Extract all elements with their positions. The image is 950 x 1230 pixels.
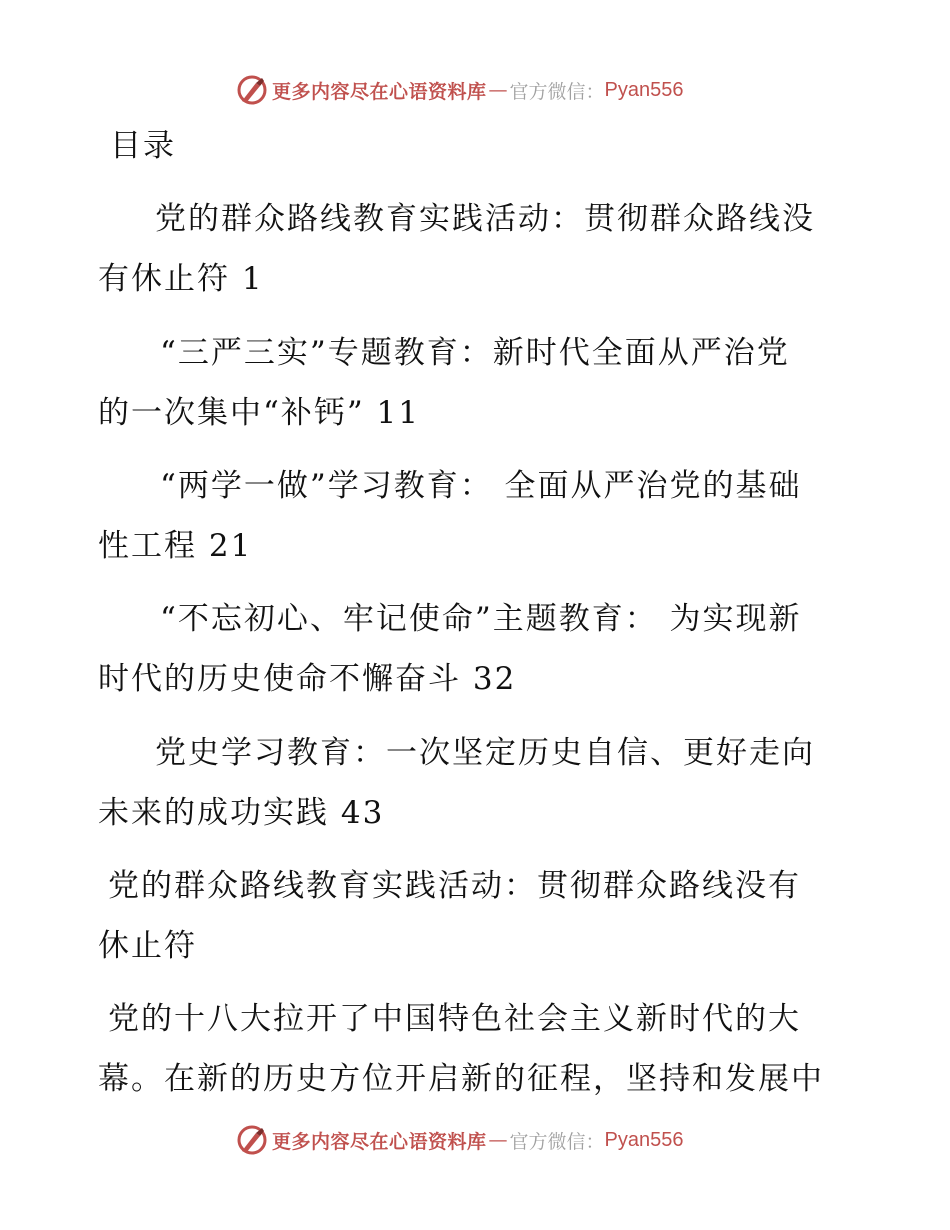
watermark-id: Pyan556 bbox=[604, 78, 684, 101]
toc-title: 目录 bbox=[110, 128, 176, 164]
section-heading-line2: 休止符 bbox=[98, 928, 197, 964]
body-paragraph-line1: 党的十八大拉开了中国特色社会主义新时代的大 bbox=[108, 1001, 801, 1037]
toc-entry-5-line1: 党史学习教育：一次坚定历史自信、更好走向 bbox=[155, 735, 815, 771]
toc-entry-4-line1: “不忘初心、牢记使命”主题教育： 为实现新 bbox=[160, 601, 802, 637]
toc-entry-2-line2: 的一次集中“补钙” 11 bbox=[98, 395, 420, 431]
footer-watermark bbox=[236, 1122, 684, 1158]
watermark-label: 官方微信： bbox=[509, 1130, 605, 1153]
toc-entry-3-line1: “两学一做”学习教育： 全面从严治党的基础 bbox=[160, 468, 802, 504]
header-watermark bbox=[236, 72, 684, 108]
watermark-id: Pyan556 bbox=[604, 1128, 684, 1151]
watermark-dash: — bbox=[488, 1129, 508, 1151]
pen-logo-icon bbox=[236, 74, 268, 106]
watermark-text: 更多内容尽在心语资料库 bbox=[272, 80, 487, 103]
pen-logo-icon bbox=[236, 1124, 268, 1156]
toc-entry-5-line2: 未来的成功实践 43 bbox=[98, 795, 385, 831]
toc-entry-2-line1: “三严三实”专题教育：新时代全面从严治党 bbox=[160, 335, 790, 371]
section-heading-line1: 党的群众路线教育实践活动：贯彻群众路线没有 bbox=[108, 868, 801, 904]
watermark-dash: — bbox=[488, 79, 508, 101]
toc-entry-1-line1: 党的群众路线教育实践活动：贯彻群众路线没 bbox=[155, 201, 815, 237]
toc-entry-1-line2: 有休止符 1 bbox=[98, 261, 264, 297]
toc-entry-4-line2: 时代的历史使命不懈奋斗 32 bbox=[98, 661, 517, 697]
watermark-text: 更多内容尽在心语资料库 bbox=[272, 1130, 487, 1153]
toc-entry-3-line2: 性工程 21 bbox=[98, 528, 253, 564]
watermark-label: 官方微信： bbox=[509, 80, 605, 103]
body-paragraph-line2: 幕。在新的历史方位开启新的征程，坚持和发展中 bbox=[98, 1061, 824, 1097]
